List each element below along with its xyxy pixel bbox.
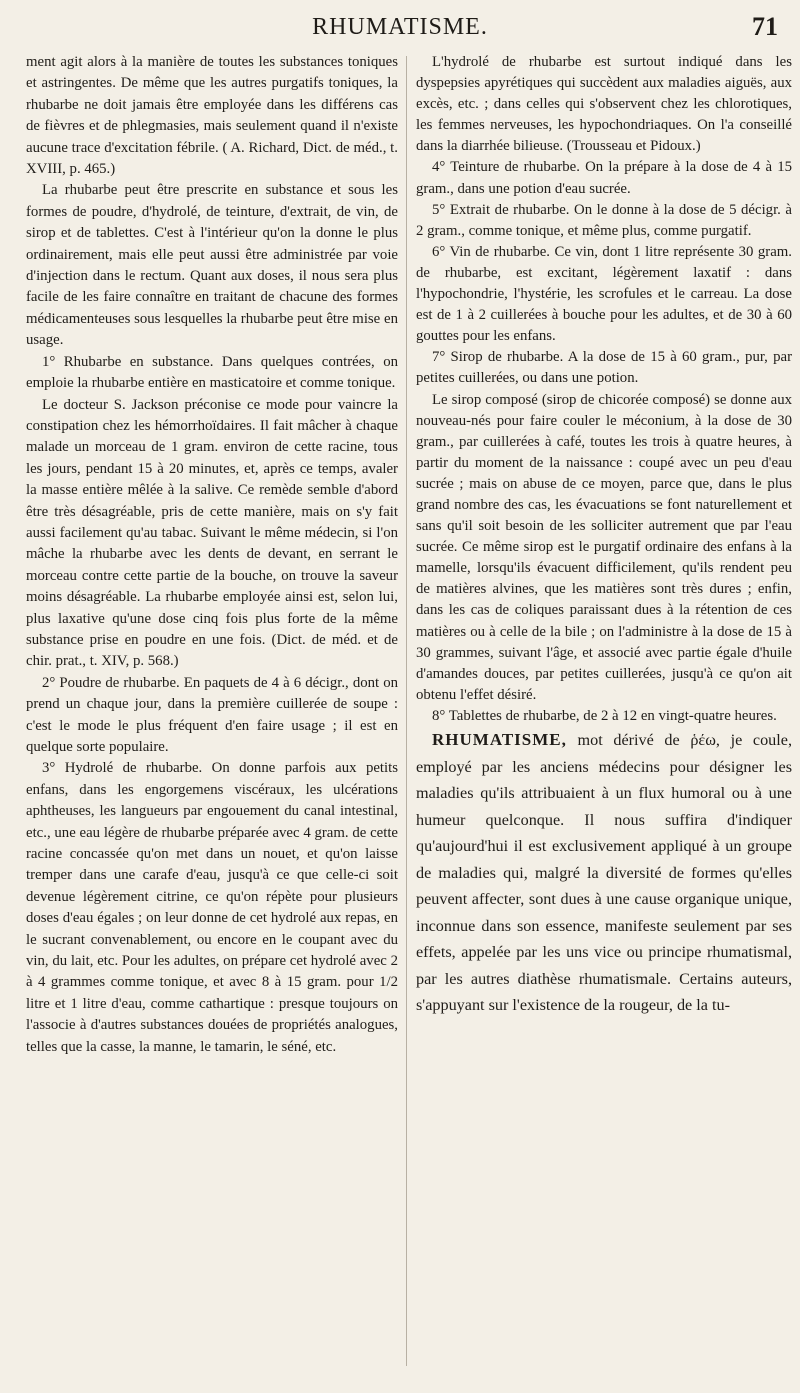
paragraph: ment agit alors à la manière de toutes les substances toniques et astringentes. De même que les autres purgatifs toniques, la rhubarbe ne doit jamais être employée dans les différens cas de fièvres et de phlegmasies, mais seulement quand il n'existe aucune trace d'excitation fébrile. ( A. Richard, Dict. de méd., t. XVIII, p. 465.) bbox=[26, 54, 398, 178]
column-divider bbox=[406, 56, 407, 1366]
paragraph: La rhubarbe peut être prescrite en substance et sous les formes de poudre, d'hydrolé, de teinture, d'extrait, de vin, de sirop et de tablettes. C'est à l'intérieur qu'on la donne le plus ordinairement, mais elle peut aussi être administrée par voie d'injection dans le rectum. Quant aux doses, il nous sera plus facile de les faire connaître en traitant de chacune des formes médicamenteuses sous lesquelles la rhubarbe peut être mise en usage. bbox=[26, 182, 398, 349]
right-column bbox=[416, 52, 792, 1019]
running-header bbox=[0, 6, 800, 46]
paragraph: 6° Vin de rhubarbe. Ce vin, dont 1 litre représente 30 gram. de rhubarbe, est excitant, légèrement laxatif : dans l'hypochondrie, l'hystérie, les scrofules et le carreau. La dose est de 1 à 2 cuillerées à bouche pour les adultes, et de 30 à 60 gouttes pour les enfans. bbox=[416, 243, 792, 345]
header-title: RHUMATISME. bbox=[312, 14, 488, 40]
paragraph: 2° Poudre de rhubarbe. En paquets de 4 à 6 décigr., dont on prend un chaque jour, dans la première cuillerée de soupe : c'est le mode le plus fréquent d'en faire usage ; il est en quelque sorte populaire. bbox=[26, 674, 398, 755]
dictionary-entry bbox=[416, 727, 792, 1019]
paragraph: 3° Hydrolé de rhubarbe. On donne parfois aux petits enfans, dans les engorgemens viscéraux, les ulcérations aphtheuses, les langueurs par engouement du canal intestinal, etc., une eau légère de rhubarbe préparée avec 4 gram. de cette racine concassée qu'on met dans un nouet, et qu'on laisse tremper dans une carafe d'eau, jusqu'à ce que celle-ci soit devenue légèrement citrine, ce qu'on répète pour plusieurs doses d'eau égales ; on leur donne de cet hydrolé aux repas, en le sucrant convenablement, ou encore en le coupant avec du vin, du lait, etc. Pour les adultes, on prépare cet hydrolé avec 2 à 4 grammes comme tonique, et avec 8 à 15 gram. pour 1/2 litre et 1 litre d'eau, comme cathartique : presque toujours on l'associe à d'autres substances douées de propriétés analogues, telles que la casse, la manne, le tamarin, le séné, etc. bbox=[26, 760, 398, 1055]
paragraph: 1° Rhubarbe en substance. Dans quelques contrées, on emploie la rhubarbe entière en masticatoire et comme tonique. bbox=[26, 353, 398, 392]
page-number: 71 bbox=[752, 12, 778, 41]
paragraph: 5° Extrait de rhubarbe. On le donne à la dose de 5 décigr. à 2 gram., comme tonique, et même plus, comme purgatif. bbox=[416, 201, 792, 239]
entry-headword: RHUMATISME, bbox=[432, 730, 567, 749]
paragraph: 8° Tablettes de rhubarbe, de 2 à 12 en vingt-quatre heures. bbox=[432, 707, 777, 724]
left-column bbox=[26, 52, 398, 1058]
paragraph: Le docteur S. Jackson préconise ce mode pour vaincre la constipation chez les hémorrhoïdaires. Il fait mâcher à chaque malade un morceau de 1 gram. environ de cette racine, tous les jours, pendant 15 à 20 minutes, et, après ce temps, avaler la masse entière mêlée à la salive. Ce remède semble d'abord être très désagréable, pris de cette manière, mais on s'y fait aussi facilement qu'au tabac. Suivant le même médecin, si l'on mâche la rhubarbe avec les dents de devant, en serrant le morceau contre cette partie de la bouche, on trouve la saveur moins désagréable. La rhubarbe employée ainsi est, selon lui, plus laxative qu'une dose cinq fois plus forte de la même substance prise en poudre en une fois. (Dict. de méd. et de chir. prat., t. XIV, p. 568.) bbox=[26, 396, 398, 670]
entry-text: mot dérivé de ῥέω, je coule, employé par les anciens médecins pour désigner les maladies qu'ils attribuaient à un flux humoral ou à une humeur quelconque. Il nous suffira d'indiquer qu'aujourd'hui il est exclusivement appliqué à un groupe de maladies qui, malgré la diversité de formes qu'elles peuvent affecter, sont dues à une cause organique unique, inconnue dans son essence, manifeste seulement par ses effets, appelée par les uns vice ou principe rhumatismal, par les autres diathèse rhumatismale. Certains auteurs, s'appuyant sur l'existence de la rougeur, de la tu- bbox=[416, 731, 792, 1014]
paragraph: 4° Teinture de rhubarbe. On la prépare à la dose de 4 à 15 gram., dans une potion d'eau sucrée. bbox=[416, 159, 792, 197]
paragraph: L'hydrolé de rhubarbe est surtout indiqué dans les dyspepsies apyrétiques qui succèdent aux maladies aiguës, aux excès, etc. ; dans celles qui s'observent chez les chlorotiques, les femmes nerveuses, les hypochondriaques. On l'a conseillé dans la diarrhée bilieuse. (Trousseau et Pidoux.) bbox=[416, 54, 792, 155]
paragraph: 7° Sirop de rhubarbe. A la dose de 15 à 60 gram., pur, par petites cuillerées, ou dans une potion. bbox=[416, 349, 792, 387]
paragraph: Le sirop composé (sirop de chicorée composé) se donne aux nouveau-nés pour faire couler le méconium, à la dose de 30 gram., par cuillerées à café, toutes les trois à quatre heures, à partir du moment de la naissance : coupé avec un peu d'eau sucrée ; mais on abuse de ce moyen, parce que, dans le plus grand nombre des cas, les évacuations se font naturellement et sans qu'il soit besoin de les solliciter autrement que par l'eau sucrée. Ce même sirop est le purgatif ordinaire des enfans à la mamelle, lorsqu'ils évacuent difficilement, qu'ils rendent peu de matières alvines, que les matières sont très dures ; enfin, dans les cas de coliques paraissant dues à la rétention de ces matières ou à celle de la bile ; on l'administre à la dose de 15 à 30 grammes, suivant l'âge, et associé avec partie égale d'huile d'amandes douces, par petites cuillerées, jusqu'à ce qu'on ait obtenu l'effet désiré. bbox=[416, 391, 792, 703]
